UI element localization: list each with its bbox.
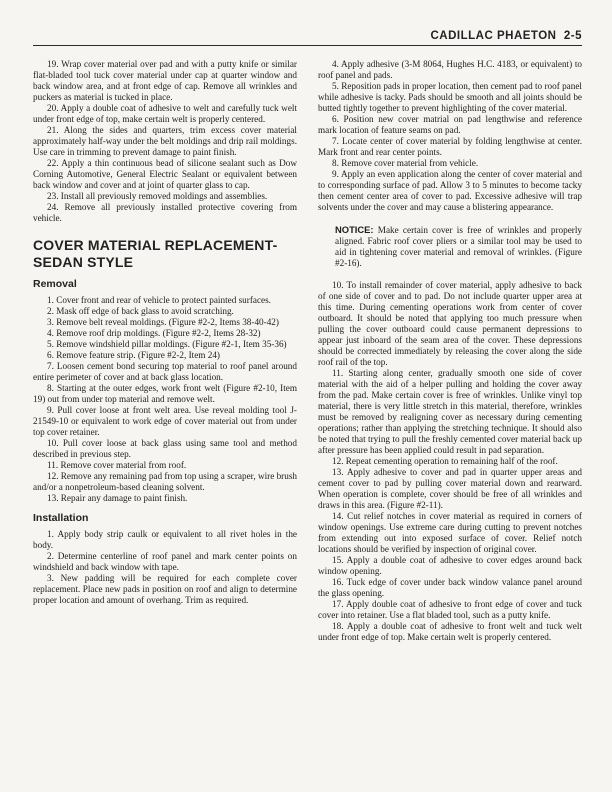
step-paragraph: 14. Cut relief notches in cover material as required in corners of window openings. Use extreme care during cutting to prevent notches from extending out into exposed surface of cover. Relief notch locations should be verified by inspection of original cover. (318, 511, 582, 554)
section-heading: COVER MATERIAL REPLACEMENT- SEDAN STYLE (33, 237, 278, 270)
step-paragraph: 4. Remove roof drip moldings. (Figure #2-2, Items 28-32) (47, 328, 261, 338)
step-paragraph: 15. Apply a double coat of adhesive to cover edges around back window opening. (318, 555, 582, 576)
step-paragraph: 3. New padding will be required for each complete cover replacement. Place new pads in position on roof and align to determine proper location and amount of overhang. Trim as required. (33, 573, 297, 605)
step-paragraph: 2. Determine centerline of roof panel and mark center points on windshield and back window with tape. (33, 551, 297, 572)
step-paragraph: 6. Position new cover matrial on pad lengthwise and reference mark location of feature seams on pad. (318, 114, 582, 135)
step-paragraph: 9. Pull cover loose at front welt area. Use reveal molding tool J-21549-10 or equivalent to work edge of cover material out from under top cover retainer. (33, 405, 297, 437)
step-paragraph: 2. Mask off edge of back glass to avoid scratching. (47, 306, 234, 316)
subheading-installation: Installation (33, 512, 89, 524)
notice (335, 224, 582, 269)
step-paragraph: 10. Pull cover loose at back glass using same tool and method described in previous step. (33, 438, 297, 459)
step-paragraph: 7. Locate center of cover material by folding lengthwise at center. Mark front and rear center points. (318, 136, 582, 157)
step-paragraph: 10. To install remainder of cover material, apply adhesive to back of one side of cover and to pad. Do not include quarter upper area at this time. During cementing operations work from center of cover outboard. It should be noted that applying too much pressure when pulling the cover outboard could cause permanent depressions to appear just inboard of the seam area of the cover. These depressions should be corrected immediately by releasing the cover along the side roof rail of the top. (318, 280, 582, 367)
header-title: CADILLAC PHAETON 2-5 (430, 30, 582, 42)
step-paragraph: 24. Remove all previously installed protective covering from vehicle. (33, 202, 297, 223)
step-paragraph: 9. Apply an even application along the center of cover material and to corresponding surface of pad. Allow 3 to 5 minutes to become tacky then cement center area of cover to pad. Excessive adhesive will trap solvents under the cover and may cause a blistering appearance. (318, 169, 582, 212)
notice-text: Make certain cover is free of wrinkles and properly aligned. Fabric roof cover pliers or a similar tool may be used to aid in tightening cover material and removal of wrinkles. (Figure #2-16). (335, 225, 583, 268)
header-rule (33, 45, 582, 46)
step-paragraph: 22. Apply a thin continuous bead of silicone sealant such as Dow Corning Automotive, General Electric Sealant or equivalent between back window and cover and at joint of quarter glass to cap. (33, 158, 297, 190)
step-paragraph: 19. Wrap cover material over pad and with a putty knife or similar flat-bladed tool tuck cover material under cap at quarter window and back window area, and at front edge of cap. Remove all wrinkles and puckers as material is tucked in place. (33, 59, 297, 102)
step-paragraph: 18. Apply a double coat of adhesive to front welt and tuck welt under front edge of top. Make certain welt is properly centered. (318, 621, 582, 642)
content-columns (33, 59, 582, 643)
step-paragraph: 23. Install all previously removed moldings and assemblies. (47, 191, 268, 201)
step-paragraph: 3. Remove belt reveal moldings. (Figure #2-2, Items 38-40-42) (47, 317, 279, 327)
step-paragraph: 21. Along the sides and quarters, trim excess cover material approximately half-way under the belt moldings and drip rail moldings. Use care in trimming to prevent damage to paint finish. (33, 125, 297, 157)
right-column (318, 59, 582, 643)
step-paragraph: 8. Remove cover material from vehicle. (332, 158, 479, 168)
step-paragraph: 12. Remove any remaining pad from top using a scraper, wire brush and/or a nonpetroleum-based cleaning solvent. (33, 471, 297, 492)
step-paragraph: 7. Loosen cement bond securing top material to roof panel around entire perimeter of cover and at back glass location. (33, 361, 297, 382)
step-paragraph: 17. Apply double coat of adhesive to front edge of cover and tuck cover into retainer. Use a flat bladed tool, such as a putty knife. (318, 599, 582, 620)
step-paragraph: 11. Starting along center, gradually smooth one side of cover material with the aid of a helper pulling and holding the cover away from the pad. Make certain cover is free of wrinkles. Unlike vinyl top material, there is very little stretch in this material, therefore, wrinkles must be removed by realigning cover as necessary during cementing operations; rather than applying the stretching technique. It should also be noted that trying to pull the freshly cemented cover material back up after pressure has been applied could result in pad separation. (318, 368, 582, 455)
subheading-removal: Removal (33, 278, 77, 290)
step-paragraph: 6. Remove feature strip. (Figure #2-2, Item 24) (47, 350, 220, 360)
step-paragraph: 13. Repair any damage to paint finish. (47, 493, 188, 503)
step-paragraph: 8. Starting at the outer edges, work front welt (Figure #2-10, Item 19) out from under top material and remove welt. (33, 383, 297, 404)
step-paragraph: 1. Cover front and rear of vehicle to protect painted surfaces. (47, 295, 271, 305)
page-header (33, 30, 582, 46)
step-paragraph: 13. Apply adhesive to cover and pad in quarter upper areas and cement cover to pad by pulling cover material down and rearward. When operation is complete, cover should be free of all wrinkles and draws in this area. (Figure #2-11). (318, 467, 582, 510)
step-paragraph: 12. Repeat cementing operation to remaining half of the roof. (332, 456, 558, 466)
step-paragraph: 20. Apply a double coat of adhesive to welt and carefully tuck welt under front edge of top, make certain welt is properly centered. (33, 103, 297, 124)
step-paragraph: 1. Apply body strip caulk or equivalent to all rivet holes in the body. (33, 529, 297, 550)
notice-label: NOTICE: (335, 224, 374, 235)
step-paragraph: 16. Tuck edge of cover under back window valance panel around the glass opening. (318, 577, 582, 598)
step-paragraph: 4. Apply adhesive (3-M 8064, Hughes H.C. 4183, or equivalent) to roof panel and pads. (318, 59, 582, 80)
left-column (33, 59, 297, 643)
step-paragraph: 5. Reposition pads in proper location, then cement pad to roof panel while adhesive is tacky. Pads should be smooth and all joints should be butted tightly together to prevent highlighting of the cover material. (318, 81, 582, 113)
step-paragraph: 5. Remove windshield pillar moldings. (Figure #2-1, Item 35-36) (47, 339, 287, 349)
step-paragraph: 11. Remove cover material from roof. (47, 460, 187, 470)
